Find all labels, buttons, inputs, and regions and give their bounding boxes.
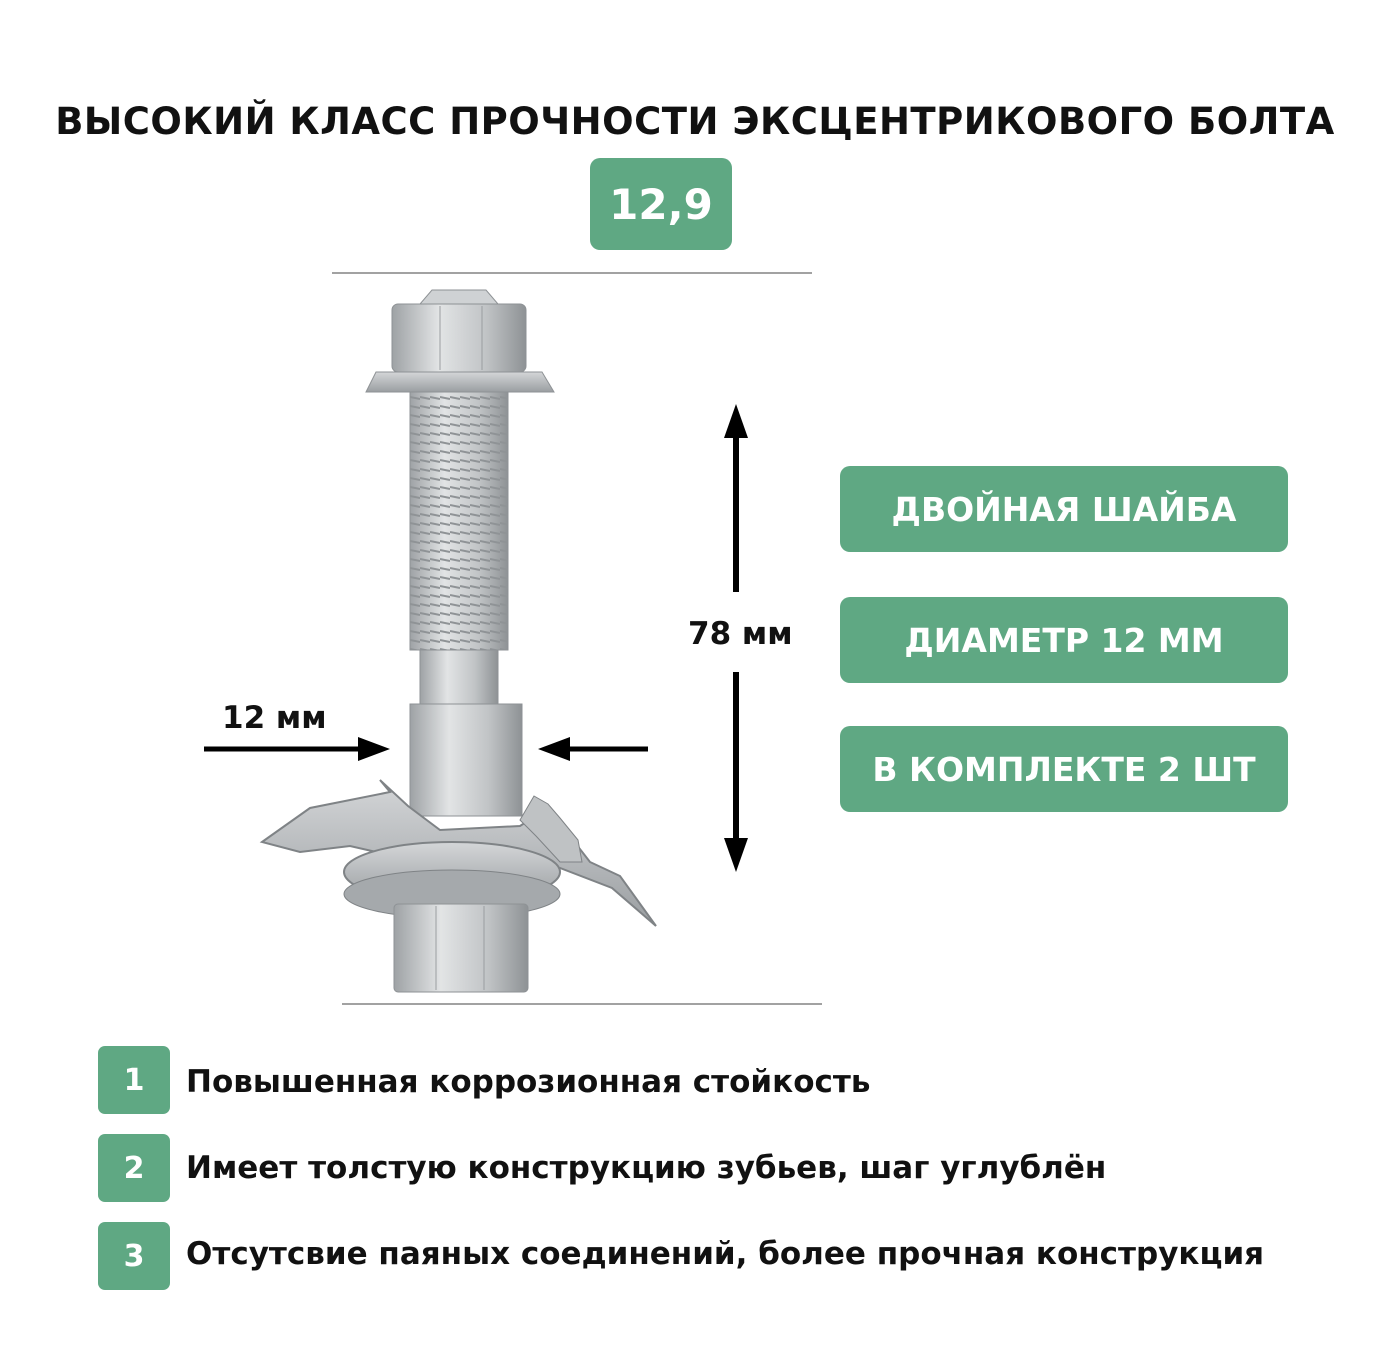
feature-number: 2 [98,1134,170,1202]
flange-nut [366,290,554,392]
feature-text: Отсутсвие паяных соединений, более прочная конструкция [186,1236,1265,1272]
feature-number: 1 [98,1046,170,1114]
feature-text: Имеет толстую конструкцию зубьев, шаг углублён [186,1150,1107,1186]
eccentric-collar [410,704,522,816]
spec-diameter: ДИАМЕТР 12 ММ [840,597,1288,683]
bolt-head [394,904,528,992]
strength-grade-badge: 12,9 [590,158,732,250]
spec-double-washer: ДВОЙНАЯ ШАЙБА [840,466,1288,552]
page-title: ВЫСОКИЙ КЛАСС ПРОЧНОСТИ ЭКСЦЕНТРИКОВОГО БОЛТА [55,100,1335,143]
feature-text: Повышенная коррозионная стойкость [186,1064,871,1100]
feature-number: 3 [98,1222,170,1290]
spec-set-quantity: В КОМПЛЕКТЕ 2 ШТ [840,726,1288,812]
diameter-label: 12 мм [222,700,327,736]
shank [420,650,498,706]
threaded-shaft [410,392,508,650]
length-label: 78 мм [688,616,793,652]
